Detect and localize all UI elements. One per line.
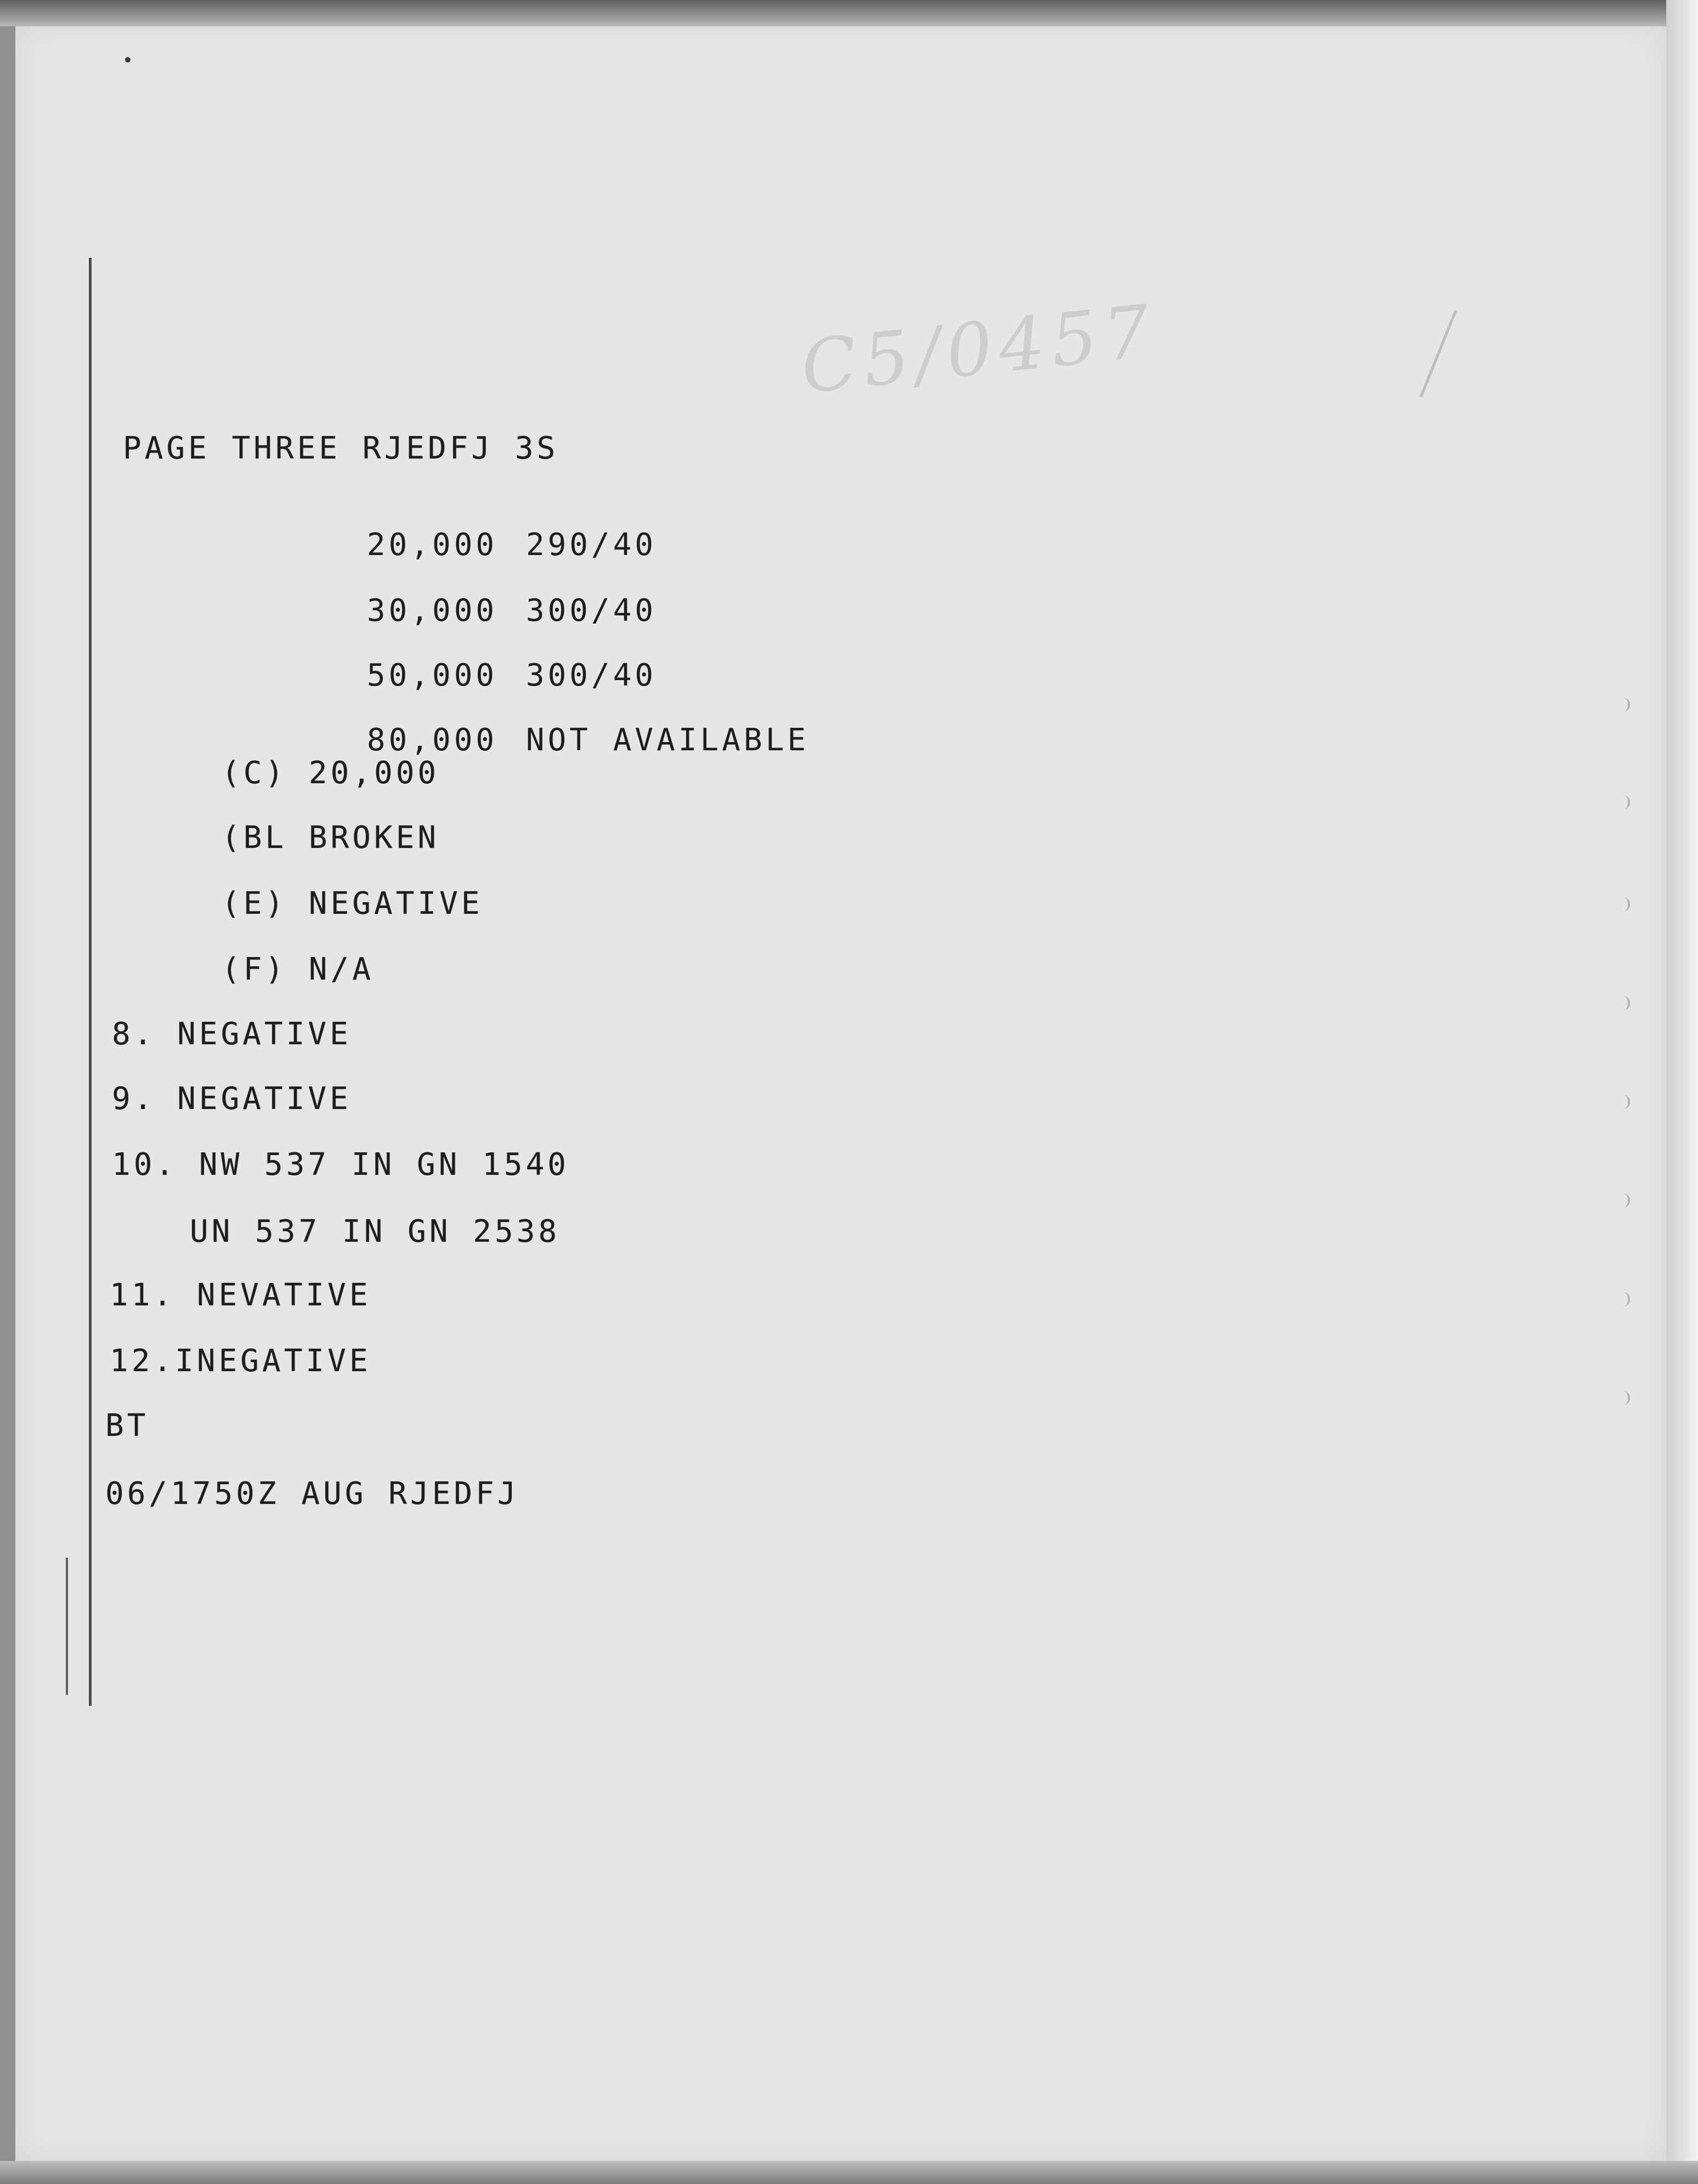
left-margin-rule-lower <box>66 1558 68 1695</box>
scan-top-edge <box>0 0 1698 26</box>
wind-value: NOT AVAILABLE <box>525 722 810 758</box>
scan-bottom-edge <box>0 2161 1698 2184</box>
break-marker: BT <box>105 1408 149 1444</box>
item-9: 9. NEGATIVE <box>112 1081 352 1117</box>
left-margin-rule <box>89 258 92 1706</box>
page-header: PAGE THREE RJEDFJ 3S <box>123 431 559 466</box>
wind-altitude: 80,000 <box>366 722 498 758</box>
item-8: 8. NEGATIVE <box>112 1016 352 1052</box>
wind-value: 300/40 <box>525 593 657 629</box>
handwritten-file-number: C5/0457 <box>797 288 1161 410</box>
wind-altitude: 20,000 <box>366 527 498 563</box>
item-12: 12.INEGATIVE <box>110 1343 371 1379</box>
scan-right-edge <box>1666 0 1698 2184</box>
sub-item-c: (C) 20,000 <box>222 755 440 791</box>
item-10-continued: UN 537 IN GN 2538 <box>190 1214 561 1249</box>
date-time-group: 06/1750Z AUG RJEDFJ <box>105 1476 519 1512</box>
speck <box>125 57 131 63</box>
sub-item-d: (BL BROKEN <box>222 820 440 856</box>
item-10: 10. NW 537 IN GN 1540 <box>112 1147 570 1182</box>
wind-value: 290/40 <box>525 527 657 563</box>
wind-altitude: 30,000 <box>366 593 498 629</box>
sub-item-e: (E) NEGATIVE <box>222 886 483 921</box>
item-11: 11. NEVATIVE <box>110 1277 371 1313</box>
sub-item-f: (F) N/A <box>222 952 375 987</box>
wind-value: 300/40 <box>525 658 657 693</box>
wind-altitude: 50,000 <box>366 658 498 693</box>
